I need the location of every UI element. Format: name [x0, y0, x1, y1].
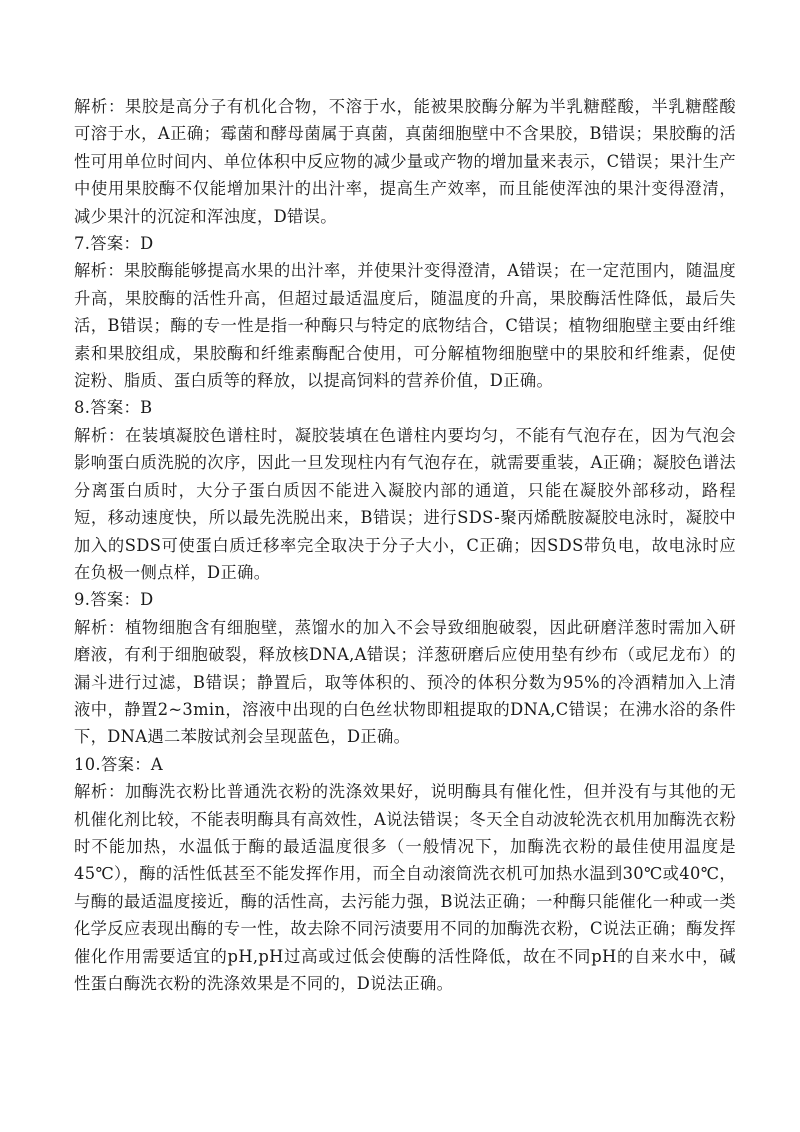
answer-8: 8.答案：B [74, 398, 153, 418]
analysis-paragraph-10: 解析：加酶洗衣粉比普通洗衣粉的洗涤效果好，说明酶具有催化性，但并没有与其他的无机催化剂比较，不能表明酶具有高效性，A说法错误；冬天全自动波轮洗衣机用加酶洗衣粉时不能加热，水温低于酶的最适温度很多（一般情况下，加酶洗衣粉的最佳使用温度是45℃），酶的活性低甚至不能发挥作用，而全自动滚筒洗衣机可加热水温到30℃或40℃，与酶的最适温度接近，酶的活性高，去污能力强，B说法正确；一种酶只能催化一种或一类化学反应表现出酶的专一性，故去除不同污渍要用不同的加酶洗衣粉，C说法正确；酶发挥催化作用需要适宜的pH,pH过高或过低会使酶的活性降低，故在不同pH的自来水中，碱性蛋白酶洗衣粉的洗涤效果是不同的，D说法正确。 [74, 782, 736, 993]
answer-10: 10.答案：A [74, 754, 163, 774]
analysis-paragraph-6: 解析：果胶是高分子有机化合物，不溶于水，能被果胶酶分解为半乳糖醛酸，半乳糖醛酸可溶于水，A正确；霉菌和酵母菌属于真菌，真菌细胞壁中不含果胶，B错误；果胶酶的活性可用单位时间内、单位体积中反应物的减少量或产物的增加量来表示，C错误；果汁生产中使用果胶酶不仅能增加果汁的出汁率，提高生产效率，而且能使浑浊的果汁变得澄清，减少果汁的沉淀和浑浊度，D错误。 [74, 97, 736, 226]
analysis-paragraph-7: 解析：果胶酶能够提高水果的出汁率，并使果汁变得澄清，A错误；在一定范围内，随温度升高，果胶酶的活性升高，但超过最适温度后，随温度的升高，果胶酶活性降低，最后失活，B错误；酶的专一性是指一种酶只与特定的底物结合，C错误；植物细胞壁主要由纤维素和果胶组成，果胶酶和纤维素酶配合使用，可分解植物细胞壁中的果胶和纤维素，促使淀粉、脂质、蛋白质等的释放，以提高饲料的营养价值，D正确。 [74, 261, 736, 391]
analysis-paragraph-9: 解析：植物细胞含有细胞壁，蒸馏水的加入不会导致细胞破裂，因此研磨洋葱时需加入研磨液，有利于细胞破裂，释放核DNA,A错误；洋葱研磨后应使用垫有纱布（或尼龙布）的漏斗进行过滤，B错误；静置后，取等体积的、预冷的体积分数为95%的冷酒精加入上清液中，静置2~3min，溶液中出现的白色丝状物即粗提取的DNA,C错误；在沸水浴的条件下，DNA遇二苯胺试剂会呈现蓝色，D正确。 [74, 617, 736, 747]
answer-7: 7.答案：D [74, 234, 154, 254]
analysis-paragraph-8: 解析：在装填凝胶色谱柱时，凝胶装填在色谱柱内要均匀，不能有气泡存在，因为气泡会影响蛋白质洗脱的次序，因此一旦发现柱内有气泡存在，就需要重装，A正确；凝胶色谱法分离蛋白质时，大分子蛋白质因不能进入凝胶内部的通道，只能在凝胶外部移动，路程短，移动速度快，所以最先洗脱出来，B错误；进行SDS-聚丙烯酰胺凝胶电泳时，凝胶中加入的SDS可使蛋白质迁移率完全取决于分子大小，C正确；因SDS带负电，故电泳时应在负极一侧点样，D正确。 [74, 425, 736, 582]
answer-9: 9.答案：D [74, 590, 154, 610]
answer-key-page [74, 93, 736, 997]
